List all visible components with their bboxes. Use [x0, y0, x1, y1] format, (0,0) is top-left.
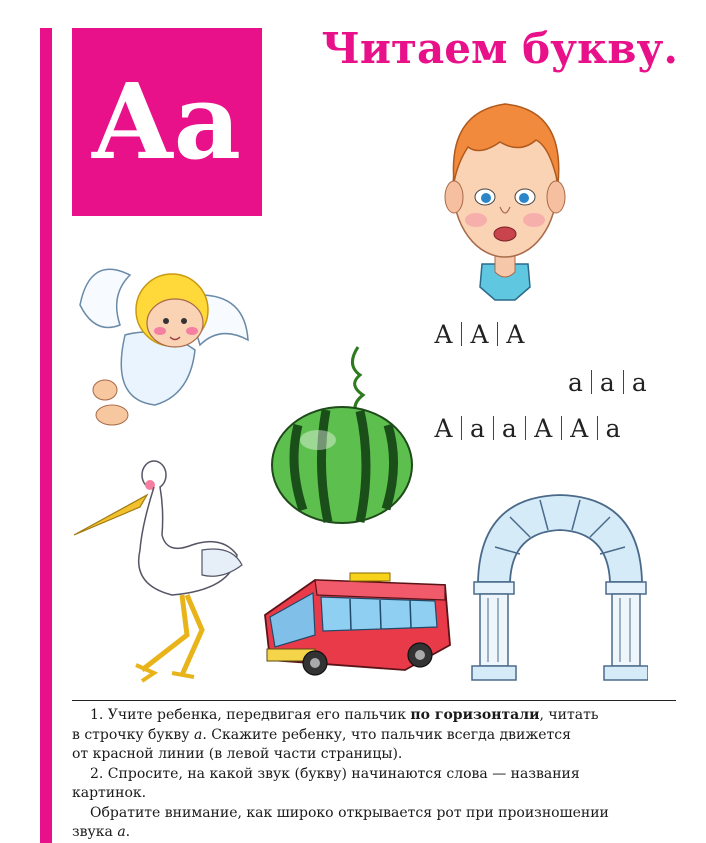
- letter: а: [599, 368, 615, 397]
- instruction-1-cont2: от красной линии (в левой части страницы).: [72, 746, 403, 762]
- letter: А: [434, 320, 453, 349]
- letter: а: [568, 368, 583, 397]
- watermelon-icon: [268, 345, 416, 527]
- instruction-3: Обратите внимание, как широко открывается рот при произношении: [90, 804, 609, 821]
- instruction-3-cont: [72, 823, 672, 843]
- text: , читать: [539, 707, 599, 723]
- text: звука: [72, 824, 118, 840]
- letter: а: [501, 414, 517, 443]
- letter-italic: а: [117, 824, 126, 840]
- letter-italic: а: [194, 726, 203, 743]
- letter: А: [569, 414, 589, 443]
- letter: а: [605, 414, 621, 443]
- letter: а: [469, 414, 485, 443]
- text: .: [125, 824, 131, 840]
- text: . Скажите ребенку, что пальчик всегда движется: [202, 726, 571, 743]
- text: в строчку букву: [72, 726, 194, 743]
- instruction-1-cont: [72, 726, 672, 746]
- text: 1. Учите ребенка, передвигая его пальчик: [90, 707, 411, 723]
- letter: А: [434, 414, 453, 443]
- letter: А: [469, 320, 489, 349]
- reading-row-2: [568, 368, 647, 397]
- divider-line: [72, 700, 676, 701]
- red-margin-line: [40, 28, 52, 843]
- arch-icon: [470, 492, 648, 682]
- letter: А: [533, 414, 553, 443]
- boy-face-icon: [440, 92, 570, 302]
- parent-instructions: [72, 706, 672, 843]
- stork-icon: [72, 455, 247, 685]
- instruction-1: [72, 706, 672, 726]
- page-title: Читаем букву.: [321, 24, 678, 73]
- instruction-2-cont: картинок.: [72, 785, 147, 801]
- emphasis: по горизонтали: [410, 707, 540, 723]
- instruction-2: 2. Спросите, на какой звук (букву) начинаются слова — названия: [90, 765, 580, 782]
- letter-block: [72, 28, 262, 216]
- angel-icon: [70, 255, 250, 440]
- reading-row-1: [434, 320, 525, 349]
- letter: А: [505, 320, 525, 349]
- bus-icon: [255, 565, 455, 685]
- letter: а: [631, 368, 647, 397]
- big-letters: Aa: [91, 60, 243, 183]
- reading-row-3: [434, 414, 621, 443]
